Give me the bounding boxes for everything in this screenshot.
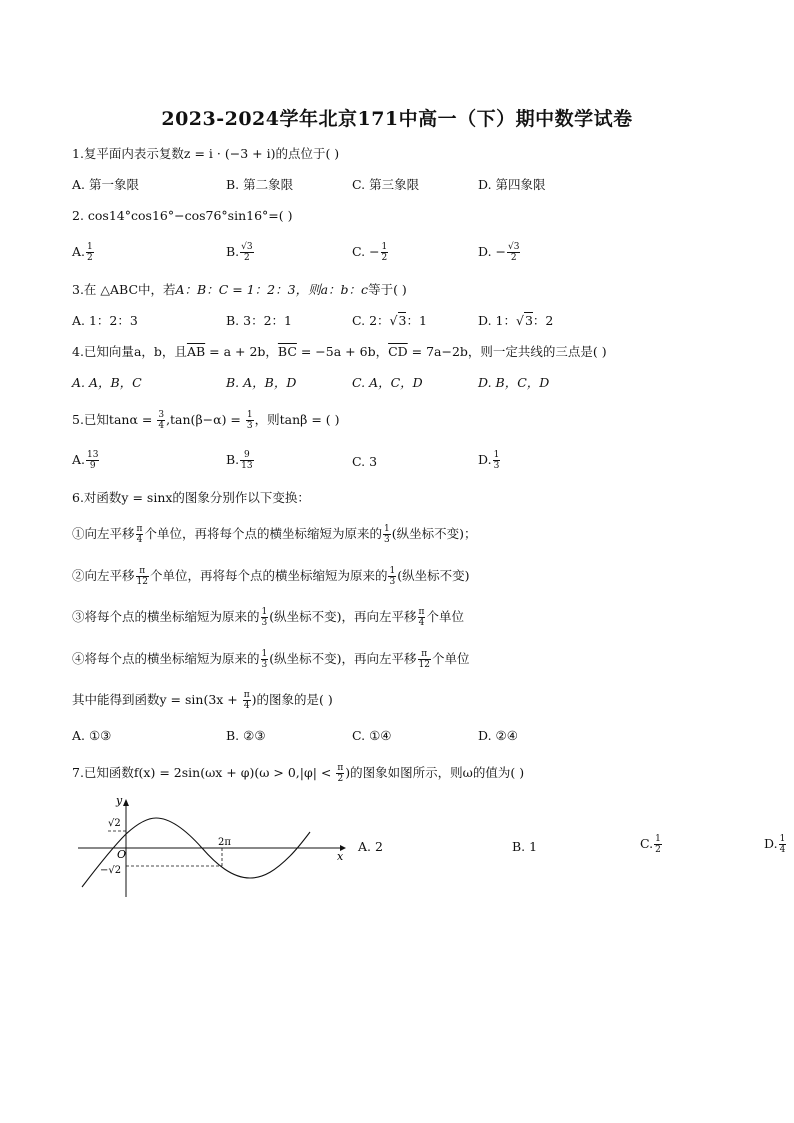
q6-statement-1: ①向左平移 $\frac{\pi}{4}$ 个单位，再将每个点的横坐标缩短为原来的 $\frac{1}{3}$ (纵坐标不变)；	[72, 524, 477, 545]
q2-option-b: B. $\frac{√3}{2}$	[226, 242, 253, 263]
q6-question: 其中能得到函数y = sin(3x + $\frac{\pi}{4}$ )的图象的是( )	[72, 690, 333, 711]
y-axis-arrow	[123, 799, 129, 806]
q1-option-d: D. 第四象限	[478, 177, 546, 192]
q4-option-a: A. A，B，C	[72, 375, 142, 390]
origin-label: O	[117, 848, 127, 861]
page-title: 2023-2024学年北京171中高一（下）期中数学试卷	[161, 108, 633, 130]
q4-option-d: D. B，C，D	[478, 375, 550, 390]
q1-option-a: A. 第一象限	[72, 177, 139, 192]
q1-option-b: B. 第二象限	[226, 177, 294, 192]
q3-option-d: D. 1：√3：2	[478, 313, 554, 328]
q2-option-d: D. − $\frac{√3}{2}$	[478, 242, 520, 263]
x-axis-label: x	[337, 850, 344, 863]
q7-option-c: C. $\frac{1}{2}$	[640, 834, 661, 855]
q7-option-b: B. 1	[512, 839, 538, 854]
q1-option-c: C. 第三象限	[352, 177, 420, 192]
q7-option-a: A. 2	[358, 839, 383, 854]
q3-option-c: C. 2：√3：1	[352, 313, 427, 328]
question-5: 5.已知tanα = $\frac{3}{4}$ ,tan(β−α) = $\frac{1}{3}$ ，则tanβ = ( )	[72, 410, 340, 431]
q6-option-b: B. ②③	[226, 728, 266, 743]
two-pi-label: 2π	[218, 837, 231, 848]
q2-option-c: C. − $\frac{1}{2}$	[352, 242, 388, 263]
q7-option-d: D. $\frac{1}{4}$	[764, 834, 786, 855]
q5-option-a: A. $\frac{13}{9}$	[72, 450, 99, 471]
q5-option-c: C. 3	[352, 454, 378, 469]
q2-option-a: A. $\frac{1}{2}$	[72, 242, 93, 263]
question-1: 1.复平面内表示复数z = i · (−3 + i)的点位于( )	[72, 146, 340, 161]
q6-option-d: D. ②④	[478, 728, 518, 743]
ymax-label: √2	[108, 818, 121, 829]
ymin-label: −√2	[100, 865, 122, 876]
q5-option-d: D. $\frac{1}{3}$	[478, 450, 500, 471]
q3-option-b: B. 3：2：1	[226, 313, 292, 328]
question-6: 6.对函数y = sinx的图象分别作以下变换：	[72, 490, 310, 505]
question-7: 7.已知函数f(x) = 2sin(ωx + φ)(ω > 0,|φ| < $\frac{\pi}{2}$ )的图象如图所示，则ω的值为( )	[72, 763, 525, 784]
q3-option-a: A. 1：2：3	[72, 313, 138, 328]
question-2: 2. cos14°cos16°−cos76°sin16°=( )	[72, 208, 293, 223]
q6-statement-4: ④将每个点的横坐标缩短为原来的 $\frac{1}{3}$ (纵坐标不变)，再向左平移 $\frac{\pi}{12}$ 个单位	[72, 649, 470, 670]
q6-option-a: A. ①③	[72, 728, 112, 743]
q4-option-c: C. A，C，D	[352, 375, 423, 390]
question-4: 4.已知向量a，b，且$\overline{AB} = a + 2b$，$\overline{BC} = -5a + 6b$，$\overline{CD} = 7a-2b$，则一定共线的三点是( )	[72, 344, 607, 359]
q6-statement-3: ③将每个点的横坐标缩短为原来的 $\frac{1}{3}$ (纵坐标不变)，再向左平移 $\frac{\pi}{4}$ 个单位	[72, 607, 464, 628]
q5-option-b: B. $\frac{9}{13}$	[226, 450, 253, 471]
q6-option-c: C. ①④	[352, 728, 392, 743]
question-3: 3.在 △ABC中，若A：B：C = 1：2：3，则a：b：c等于( )	[72, 282, 407, 297]
q6-statement-2: ②向左平移 $\frac{\pi}{12}$ 个单位，再将每个点的横坐标缩短为原来的 $\frac{1}{3}$ (纵坐标不变)	[72, 566, 470, 587]
y-axis-label: y	[116, 794, 123, 807]
q4-option-b: B. A，B，D	[226, 375, 297, 390]
